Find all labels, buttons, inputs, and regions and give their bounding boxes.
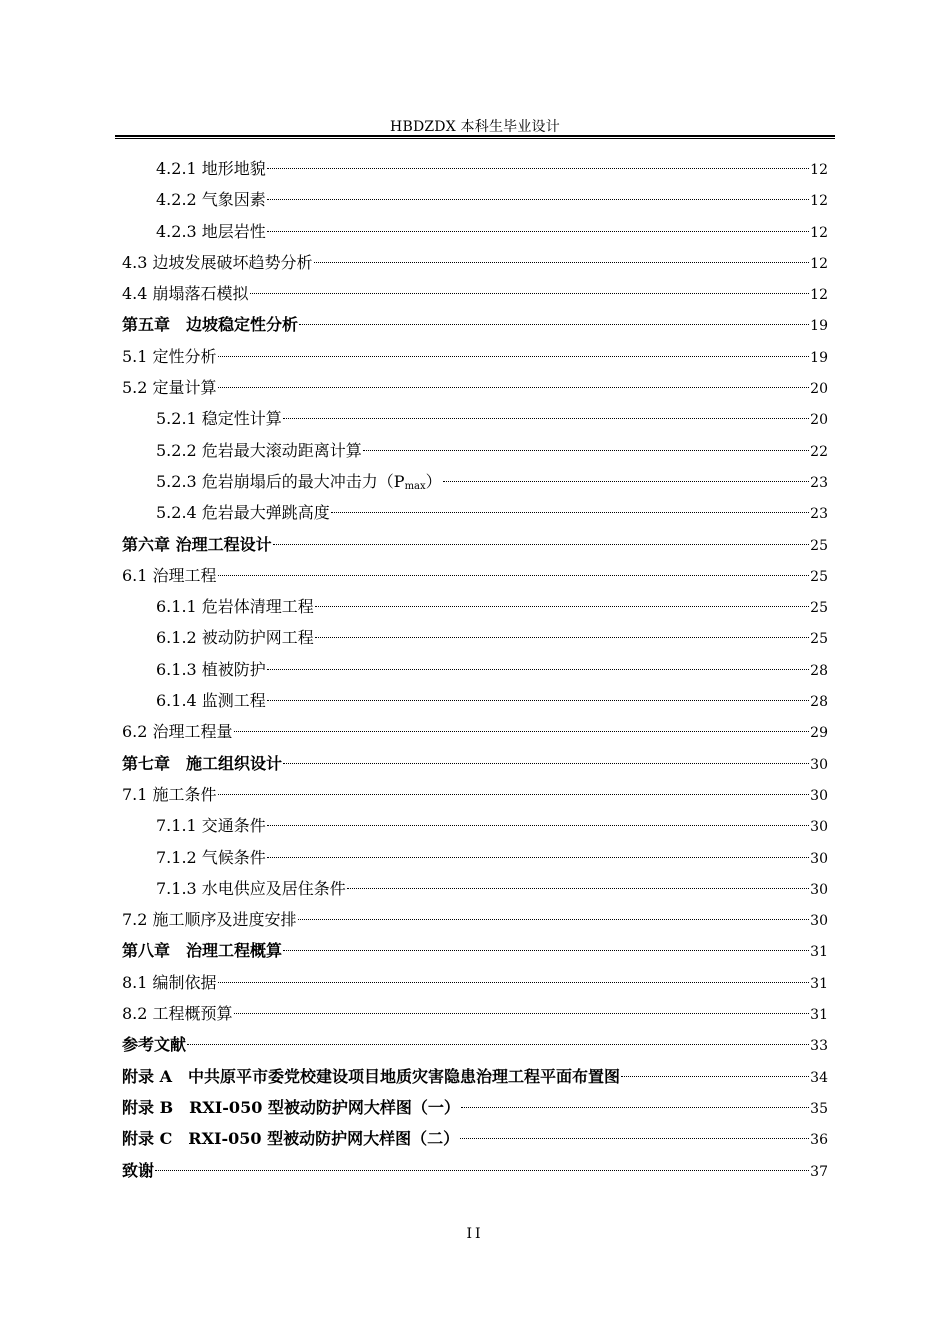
toc-entry-title-text: 4.2.3 地层岩性: [156, 221, 266, 241]
toc-entry[interactable]: [122, 1092, 828, 1123]
toc-entry-title-text: 5.2 定量计算: [122, 378, 217, 398]
toc-entry[interactable]: [122, 1061, 828, 1092]
toc-entry-title: [156, 810, 266, 841]
toc-entry-title: [156, 216, 266, 247]
toc-entry-title: [156, 403, 282, 434]
toc-dot-leader: [460, 1138, 809, 1139]
toc-entry-page-number: 19: [810, 318, 828, 335]
toc-entry-page-number: 37: [810, 1163, 828, 1180]
toc-dot-leader: [283, 950, 809, 951]
toc-dot-leader: [187, 1044, 809, 1045]
toc-entry-title-text: 4.2.1 地形地貌: [156, 159, 266, 178]
toc-entry-title-text: 8.1 编制依据: [122, 972, 217, 992]
toc-entry-subscript: max: [404, 480, 426, 492]
toc-entry-title-text: 5.1 定性分析: [122, 346, 217, 366]
toc-entry[interactable]: [122, 685, 828, 716]
toc-dot-leader: [267, 199, 809, 200]
toc-entry-page-number: 28: [810, 694, 828, 711]
toc-entry[interactable]: [122, 779, 828, 810]
toc-dot-leader: [461, 1107, 809, 1108]
toc-entry[interactable]: [122, 216, 828, 247]
toc-entry[interactable]: [122, 998, 828, 1029]
toc-dot-leader: [273, 544, 810, 545]
toc-entry-title-tail: ）: [425, 471, 442, 491]
toc-entry[interactable]: [122, 153, 828, 184]
toc-entry[interactable]: [122, 560, 828, 591]
toc-entry-title: [122, 1123, 459, 1154]
toc-entry-page-number: 12: [810, 162, 828, 178]
toc-dot-leader: [218, 982, 810, 983]
toc-entry-title: [156, 591, 314, 622]
toc-entry[interactable]: [122, 372, 828, 403]
toc-dot-leader: [267, 700, 809, 701]
toc-entry-page-number: 12: [810, 193, 828, 210]
toc-entry-title: [156, 497, 330, 528]
toc-entry[interactable]: [122, 529, 828, 560]
header-rule: [115, 135, 835, 139]
toc-dot-leader: [314, 262, 810, 263]
toc-entry-title-text: 7.1 施工条件: [122, 784, 217, 804]
toc-entry[interactable]: [122, 247, 828, 278]
table-of-contents: [122, 153, 828, 1186]
toc-entry-title-text: 第七章 施工组织设计: [122, 753, 283, 773]
toc-entry-title: [122, 935, 282, 966]
toc-dot-leader: [267, 669, 809, 670]
toc-entry-page-number: 29: [810, 725, 828, 742]
toc-dot-leader: [315, 606, 809, 607]
toc-entry[interactable]: [122, 278, 828, 309]
toc-entry-title-text: 致谢: [122, 1160, 155, 1180]
toc-entry-title: [156, 873, 346, 904]
toc-dot-leader: [218, 387, 810, 388]
toc-entry-title: [156, 654, 266, 685]
toc-entry-title-text: 4.2.2 气象因素: [156, 190, 266, 210]
toc-entry-page-number: 30: [810, 756, 828, 773]
toc-entry-title: [122, 341, 217, 372]
toc-entry-page-number: 31: [810, 975, 828, 992]
toc-entry-page-number: 30: [810, 850, 828, 867]
toc-dot-leader: [443, 481, 809, 482]
toc-entry-title-text: 附录 B RXI-050 型被动防护网大样图（一）: [122, 1097, 460, 1117]
page-number: II: [466, 1226, 484, 1242]
toc-entry-page-number: 33: [810, 1038, 828, 1055]
toc-entry-title-text: 参考文献: [122, 1035, 187, 1055]
toc-entry-page-number: 12: [810, 287, 828, 304]
toc-entry-page-number: 20: [810, 381, 828, 398]
toc-entry-title: [122, 1029, 186, 1060]
toc-entry-title: [122, 247, 313, 278]
toc-entry-title-text: 5.2.4 危岩最大弹跳高度: [156, 503, 330, 523]
toc-entry-page-number: 12: [810, 255, 828, 272]
toc-entry-title: [122, 560, 217, 591]
toc-entry-page-number: 30: [810, 819, 828, 836]
toc-dot-leader: [299, 324, 809, 325]
toc-dot-leader: [250, 293, 810, 294]
toc-entry-title: [122, 779, 217, 810]
toc-entry-page-number: 25: [810, 631, 828, 648]
toc-entry-title-text: 6.1 治理工程: [122, 565, 217, 585]
toc-entry-title-text: 7.1.2 气候条件: [156, 847, 266, 867]
toc-entry-title-text: 附录 A 中共原平市委党校建设项目地质灾害隐患治理工程平面布置图: [122, 1066, 620, 1086]
toc-entry-title-text: 7.1.3 水电供应及居住条件: [156, 878, 346, 898]
toc-entry-title: [122, 278, 249, 309]
toc-entry-title: [122, 998, 233, 1029]
toc-dot-leader: [234, 1013, 810, 1014]
toc-entry-title: [156, 184, 266, 215]
toc-entry-title-text: 6.1.4 监测工程: [156, 691, 266, 711]
toc-dot-leader: [331, 512, 809, 513]
toc-entry-title: [122, 529, 272, 560]
toc-entry[interactable]: [122, 1029, 828, 1060]
toc-entry[interactable]: [122, 748, 828, 779]
toc-entry-title: [156, 153, 266, 184]
toc-entry[interactable]: [122, 810, 828, 841]
toc-dot-leader: [283, 763, 809, 764]
toc-entry-page-number: 12: [810, 224, 828, 241]
toc-entry-title-text: 第五章 边坡稳定性分析: [122, 315, 299, 335]
toc-dot-leader: [218, 356, 810, 357]
toc-dot-leader: [283, 418, 809, 419]
toc-entry-title: [122, 1155, 154, 1186]
toc-dot-leader: [267, 231, 809, 232]
toc-entry-title-text: 第六章 治理工程设计: [122, 534, 272, 554]
toc-entry-title-text: 4.3 边坡发展破坏趋势分析: [122, 252, 313, 272]
toc-entry-title-text: 6.1.3 植被防护: [156, 659, 266, 679]
toc-entry[interactable]: [122, 873, 828, 904]
toc-dot-leader: [218, 794, 810, 795]
toc-entry[interactable]: [122, 654, 828, 685]
toc-dot-leader: [621, 1076, 809, 1077]
toc-dot-leader: [267, 825, 809, 826]
toc-entry-title: [122, 716, 233, 747]
toc-entry-page-number: 20: [810, 412, 828, 429]
toc-dot-leader: [315, 637, 809, 638]
toc-entry-title: [122, 1061, 620, 1092]
toc-entry[interactable]: [122, 967, 828, 998]
toc-entry[interactable]: [122, 904, 828, 935]
toc-entry[interactable]: [122, 435, 828, 466]
toc-entry-page-number: 30: [810, 787, 828, 804]
toc-entry-title-text: 4.4 崩塌落石模拟: [122, 284, 249, 304]
toc-entry-page-number: 23: [810, 474, 828, 491]
toc-entry[interactable]: [122, 184, 828, 215]
toc-entry-title: [156, 685, 266, 716]
toc-entry-title-text: 5.2.3 危岩崩塌后的最大冲击力（P: [156, 471, 405, 491]
toc-entry-page-number: 25: [810, 600, 828, 617]
toc-entry-title-text: 5.2.2 危岩最大滚动距离计算: [156, 440, 362, 460]
toc-entry-title: [156, 435, 362, 466]
toc-entry-title-text: 第八章 治理工程概算: [122, 941, 283, 961]
toc-entry-page-number: 19: [810, 349, 828, 366]
toc-entry-page-number: 30: [810, 913, 828, 930]
toc-dot-leader: [218, 575, 810, 576]
toc-entry[interactable]: [122, 309, 828, 340]
toc-entry-title-text: 7.1.1 交通条件: [156, 816, 266, 836]
toc-entry-page-number: 25: [810, 568, 828, 585]
toc-dot-leader: [267, 168, 809, 169]
toc-entry-title: [122, 967, 217, 998]
toc-entry[interactable]: [122, 842, 828, 873]
toc-entry-title: [122, 309, 298, 340]
toc-dot-leader: [267, 857, 809, 858]
toc-dot-leader: [298, 919, 810, 920]
toc-entry[interactable]: [122, 622, 828, 653]
toc-entry-title-text: 6.2 治理工程量: [122, 722, 233, 742]
toc-entry-title-text: 7.2 施工顺序及进度安排: [122, 910, 297, 930]
toc-entry-page-number: 28: [810, 662, 828, 679]
toc-entry-title: [156, 622, 314, 653]
toc-entry-title-text: 6.1.1 危岩体清理工程: [156, 597, 314, 617]
toc-entry-title: [122, 904, 297, 935]
toc-entry-title-text: 附录 C RXI-050 型被动防护网大样图（二）: [122, 1129, 460, 1149]
toc-entry[interactable]: [122, 466, 828, 497]
toc-entry-title: [156, 842, 266, 873]
toc-entry[interactable]: [122, 403, 828, 434]
toc-entry-page-number: 23: [810, 506, 828, 523]
toc-entry-title-text: 6.1.2 被动防护网工程: [156, 628, 314, 648]
toc-entry[interactable]: [122, 497, 828, 528]
toc-entry-page-number: 35: [810, 1100, 828, 1117]
toc-entry-title: [122, 748, 282, 779]
toc-dot-leader: [363, 450, 809, 451]
toc-entry-page-number: 30: [810, 881, 828, 898]
toc-entry[interactable]: [122, 716, 828, 747]
toc-dot-leader: [234, 731, 810, 732]
toc-entry[interactable]: [122, 935, 828, 966]
toc-entry[interactable]: [122, 341, 828, 372]
toc-entry-page-number: 25: [810, 537, 828, 554]
toc-entry[interactable]: [122, 1155, 828, 1186]
toc-entry-title: [122, 1092, 460, 1123]
toc-dot-leader: [347, 888, 809, 889]
toc-entry-title-text: 5.2.1 稳定性计算: [156, 409, 282, 429]
running-header: HBDZDX 本科生毕业设计: [390, 119, 560, 135]
toc-entry-page-number: 36: [810, 1132, 828, 1149]
toc-entry-page-number: 31: [810, 1007, 828, 1024]
toc-entry[interactable]: [122, 591, 828, 622]
toc-entry-page-number: 31: [810, 944, 828, 961]
toc-entry[interactable]: [122, 1123, 828, 1154]
toc-entry-title: [122, 372, 217, 403]
toc-dot-leader: [155, 1170, 809, 1171]
toc-entry-page-number: 34: [810, 1069, 828, 1086]
toc-entry-title-text: 8.2 工程概预算: [122, 1004, 233, 1024]
toc-entry-page-number: 22: [810, 443, 828, 460]
